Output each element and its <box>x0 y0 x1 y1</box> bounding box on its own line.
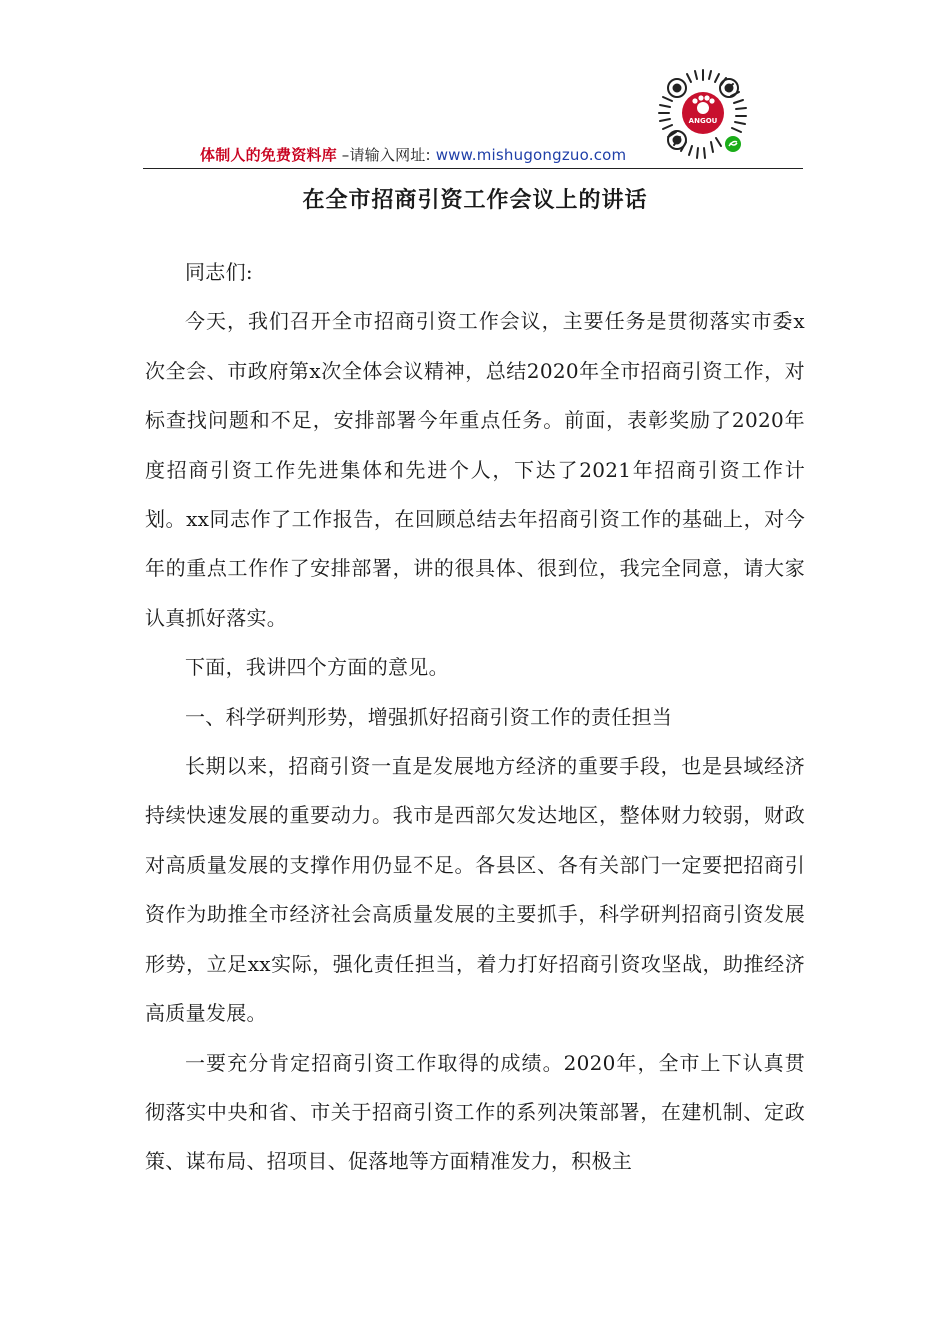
salutation: 同志们: <box>185 260 253 284</box>
page-header <box>143 140 803 169</box>
qr-logo-text: ANGOU <box>688 117 718 125</box>
url-prompt: –请输入网址: <box>341 146 431 164</box>
brand-text: 体制人的免费资料库 <box>200 146 337 164</box>
document-title: 在全市招商引资工作会议上的讲话 <box>302 188 648 213</box>
paragraph: 下面，我讲四个方面的意见。 <box>185 655 449 680</box>
paragraph: 一要充分肯定招商引资工作取得的成绩。2020年，全市上下认真贯彻落实中央和省、市关于招商引资工作的系列决策部署，在建机制、定政策、谋布局、招项目、促落地等方面精准发力，积极主 <box>145 1050 805 1174</box>
paragraph: 今天，我们召开全市招商引资工作会议，主要任务是贯彻落实市委x次全会、市政府第x次全体会议精神，总结2020年全市招商引资工作，对标查找问题和不足，安排部署今年重点任务。前面，表彰奖励了2020年度招商引资工作先进集体和先进个人，下达了2021年招商引资工作计划。xx同志作了工作报告，在回顾总结去年招商引资工作的基础上，对今年的重点工作作了安排部署，讲的很具体、很到位，我完全同意，请大家认真抓好落实。 <box>145 309 805 630</box>
section-heading: 一、科学研判形势，增强抓好招商引资工作的责任担当 <box>185 704 673 729</box>
paragraph: 长期以来，招商引资一直是发展地方经济的重要手段，也是县域经济持续快速发展的重要动力。我市是西部欠发达地区，整体财力较弱，财政对高质量发展的支撑作用仍显不足。各县区、各有关部门一定要把招商引资作为助推全市经济社会高质量发展的主要抓手，科学研判招商引资发展形势，立足xx实际，强化责任担当，着力打好招商引资攻坚战，助推经济高质量发展。 <box>145 754 805 1026</box>
document-body <box>145 248 805 1187</box>
website-link[interactable]: www.mishugongzuo.com <box>435 146 627 164</box>
header-text <box>200 144 626 165</box>
